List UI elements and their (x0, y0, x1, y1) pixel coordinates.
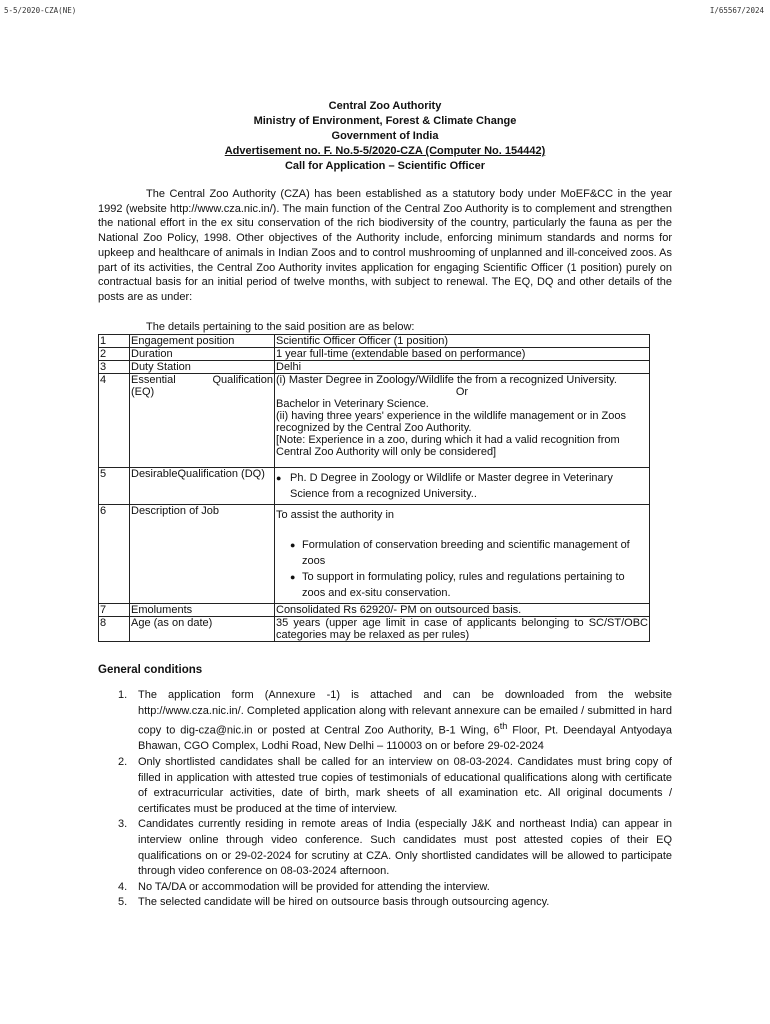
condition-text: Only shortlisted candidates shall be called for an interview on 08-03-2024. Candidates must bring copy of filled in application with attested true copies of testimonials of educational qualifications along with certificate of extracurricular activities, date of birth, mark sheets of all examination etc. All original documents / certificates must be produced at the time of interview. (138, 756, 672, 815)
item-number: 5. (118, 896, 128, 909)
row-label: Age (as on date) (130, 617, 275, 642)
list-item (118, 817, 672, 879)
row-label: Emoluments (130, 604, 275, 617)
row-label: Engagement position (130, 335, 275, 348)
condition-text: Candidates currently residing in remote areas of India (especially J&K and northeast India) can appear in interview online through video conference. Such candidates must post attested copies of their EQ qualifications on or 29-02-2024 for scrutiny at CZA. Only shortlisted candidates will be allowed to participate through video conference on 08-03-2024 afternoon. (138, 818, 672, 878)
duty-text: To support in formulating policy, rules and regulations pertaining to zoos and ex-situ conservation. (302, 571, 625, 599)
table-row (99, 361, 650, 374)
table-row (99, 505, 650, 604)
row-value (275, 505, 650, 604)
row-value: Scientific Officer Officer (1 position) (275, 335, 650, 348)
bullet-icon: ● (290, 572, 296, 582)
row-label: Description of Job (130, 505, 275, 604)
eq-bachelor: Bachelor in Veterinary Science. (276, 398, 429, 410)
row-value: Consolidated Rs 62920/- PM on outsourced basis. (275, 604, 650, 617)
details-intro: The details pertaining to the said position are as below: (146, 321, 415, 333)
row-value: 35 years (upper age limit in case of applicants belonging to SC/ST/OBC categories may be relaxed as per rules) (276, 617, 648, 641)
table-row (99, 604, 650, 617)
row-number: 7 (99, 604, 130, 617)
row-value: 1 year full-time (extendable based on performance) (275, 348, 650, 361)
title-government: Government of India (331, 130, 439, 142)
list-item (118, 688, 672, 755)
bullet-icon: ● (276, 473, 282, 483)
eq-label-word: Qualification (212, 374, 273, 386)
table-row (99, 348, 650, 361)
title-call-for-application: Call for Application – Scientific Officer (284, 160, 486, 172)
list-item (118, 755, 672, 817)
row-label: Duty Station (130, 361, 275, 374)
eq-or: Or (455, 386, 469, 398)
eq-label-word: Essential (131, 374, 176, 386)
table-row (99, 468, 650, 505)
row-number: 8 (99, 617, 130, 642)
item-number: 3. (118, 818, 128, 831)
condition-text-cont: Floor, Pt. Deendayal Antyodaya Bhawan, CGO Complex, Lodhi Road, New Delhi – 110003 on or before 29-02-2024 (138, 724, 672, 753)
row-number: 1 (99, 335, 130, 348)
item-number: 4. (118, 880, 128, 893)
row-value: Delhi (275, 361, 650, 374)
title-org: Central Zoo Authority (328, 100, 442, 112)
general-conditions-list (118, 688, 672, 911)
computer-number: I/65567/2024 (709, 6, 764, 15)
list-item (290, 537, 648, 569)
row-number: 5 (99, 468, 130, 505)
document-title (0, 99, 770, 174)
duty-text: Formulation of conservation breeding and scientific management of zoos (302, 539, 630, 567)
intro-section (98, 187, 672, 305)
table-row (99, 335, 650, 348)
row-number: 2 (99, 348, 130, 361)
row-label (130, 374, 275, 468)
job-intro: To assist the authority in (276, 509, 395, 521)
row-number: 4 (99, 374, 130, 468)
row-value (275, 468, 650, 505)
eq-label-abbr: (EQ) (131, 386, 155, 398)
condition-text: The application form (Annexure -1) is attached and can be downloaded from the website http://www.cza.nic.in/. Completed application along with relevant annexure can be emailed / submitted in hard copy to dig-cza@nic.in or posted at Central Zoo Authority, B-1 Wing, 6 (138, 689, 672, 737)
list-item (290, 569, 648, 601)
eq-note: [Note: Experience in a zoo, during which it had a valid recognition from Central Zoo Authority will only be considered] (276, 434, 620, 458)
eq-label-line (131, 374, 273, 386)
row-value (275, 374, 650, 468)
row-number: 3 (99, 361, 130, 374)
table-row (99, 374, 650, 468)
eq-experience: (ii) having three years' experience in the wildlife management or in Zoos recognized by the Central Zoo Authority. (276, 410, 626, 434)
list-item (118, 895, 672, 911)
row-label: DesirableQualification (DQ) (130, 468, 275, 505)
position-details-table (98, 334, 650, 642)
intro-paragraph: The Central Zoo Authority (CZA) has been established as a statutory body under MoEF&CC in the year 1992 (website http://www.cza.nic.in/). The main function of the Central Zoo Authority is to complement and strengthen the national effort in the ex situ conservation of the rich biodiversity of the country, particularly the fauna as per the National Zoo Policy, 1998. Other objectives of the Authority include, enforcing minimum standards and norms for upkeep and healthcare of animals in Indian Zoos and to control mushrooming of unplanned and ill-conceived zoos. As part of its activities, the Central Zoo Authority invites application for engaging Scientific Officer (1 position) purely on contractual basis for an initial period of twelve months, with subject to renewal. The EQ, DQ and other details of the posts are as under: (98, 188, 672, 303)
job-duties-list (276, 537, 648, 601)
row-label: Duration (130, 348, 275, 361)
file-number: 5-5/2020-CZA(NE) (4, 6, 77, 15)
list-item (118, 880, 672, 896)
item-number: 2. (118, 756, 128, 769)
dq-text: Ph. D Degree in Zoology or Wildlife or Master degree in Veterinary Science from a recognized University.. (290, 472, 613, 500)
title-ministry: Ministry of Environment, Forest & Climate Change (253, 115, 517, 127)
table-row (99, 617, 650, 642)
eq-master-degree: (i) Master Degree in Zoology/Wildlife the from a recognized University. (276, 374, 617, 386)
bullet-icon: ● (290, 540, 296, 550)
row-number: 6 (99, 505, 130, 604)
dq-item (276, 470, 648, 502)
superscript: th (499, 721, 508, 732)
condition-text: No TA/DA or accommodation will be provided for attending the interview. (138, 880, 490, 893)
condition-text: The selected candidate will be hired on outsource basis through outsourcing agency. (138, 896, 550, 909)
title-advertisement-number: Advertisement no. F. No.5-5/2020-CZA (Computer No. 154442) (224, 145, 546, 157)
general-conditions-title: General conditions (98, 664, 203, 676)
item-number: 1. (118, 689, 128, 701)
